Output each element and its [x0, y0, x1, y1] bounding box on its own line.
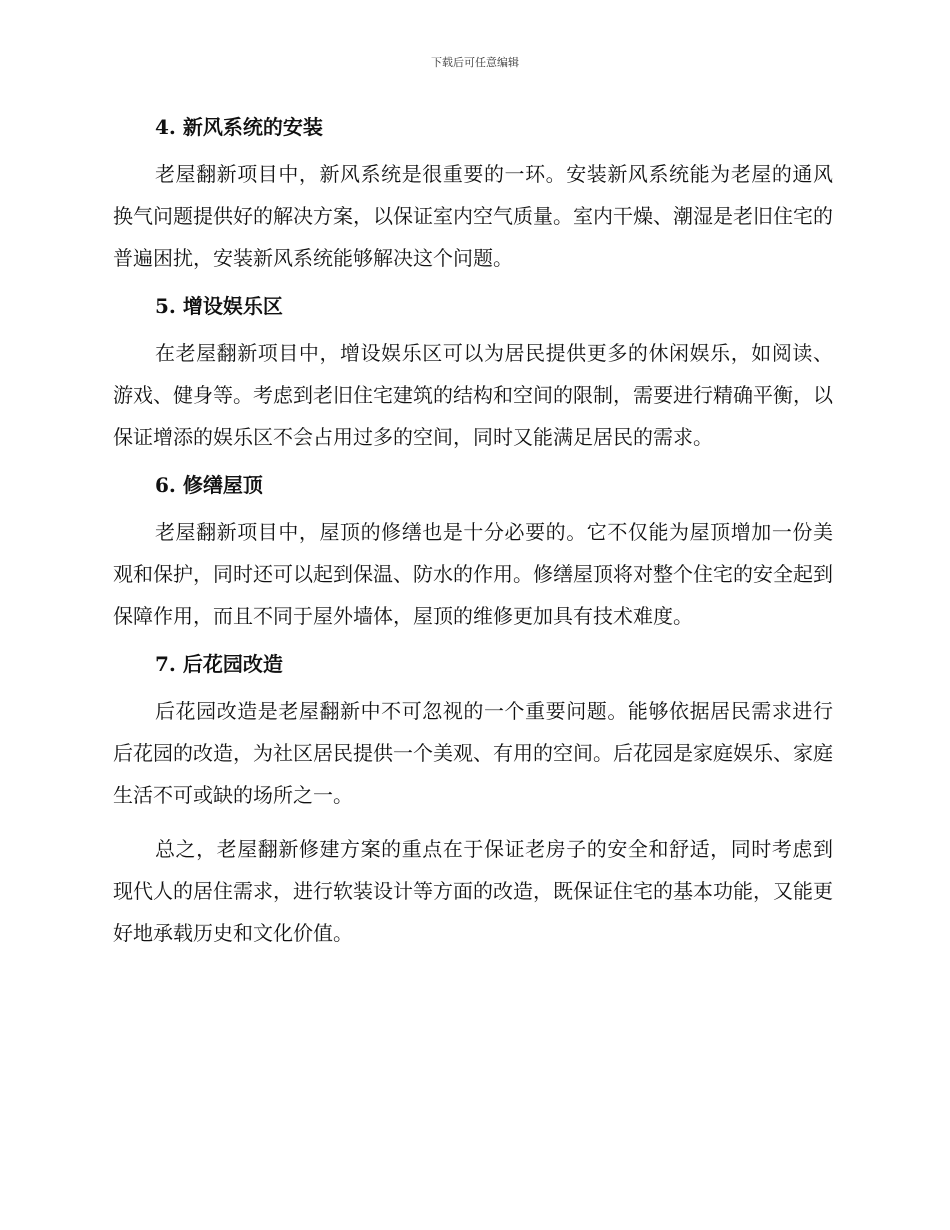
section-heading-roof: 6. 修缮屋顶: [155, 473, 263, 497]
section-heading-entertainment: 5. 增设娱乐区: [155, 294, 283, 318]
document-body: [113, 112, 833, 954]
section-body-garden: 后花园改造是老屋翻新中不可忽视的一个重要问题。能够依据居民需求进行后花园的改造，为社区居民提供一个美观、有用的空间。后花园是家庭娱乐、家庭生活不可或缺的场所之一。: [113, 699, 833, 807]
conclusion-paragraph: 总之，老屋翻新修建方案的重点在于保证老房子的安全和舒适，同时考虑到现代人的居住需求，进行软装设计等方面的改造，既保证住宅的基本功能，又能更好地承载历史和文化价值。: [113, 837, 833, 945]
page-header: 下载后可任意编辑: [431, 56, 519, 69]
section-body-ventilation: 老屋翻新项目中，新风系统是很重要的一环。安装新风系统能为老屋的通风换气问题提供好的解决方案，以保证室内空气质量。室内干燥、潮湿是老旧住宅的普遍困扰，安装新风系统能够解决这个问题。: [113, 162, 833, 270]
section-body-entertainment: 在老屋翻新项目中，增设娱乐区可以为居民提供更多的休闲娱乐，如阅读、游戏、健身等。考虑到老旧住宅建筑的结构和空间的限制，需要进行精确平衡，以保证增添的娱乐区不会占用过多的空间，同时又能满足居民的需求。: [113, 341, 833, 449]
section-body-roof: 老屋翻新项目中，屋顶的修缮也是十分必要的。它不仅能为屋顶增加一份美观和保护，同时还可以起到保温、防水的作用。修缮屋顶将对整个住宅的安全起到保障作用，而且不同于屋外墙体，屋顶的维修更加具有技术难度。: [113, 520, 833, 628]
section-heading-ventilation: 4. 新风系统的安装: [155, 115, 323, 139]
section-heading-garden: 7. 后花园改造: [155, 652, 283, 676]
